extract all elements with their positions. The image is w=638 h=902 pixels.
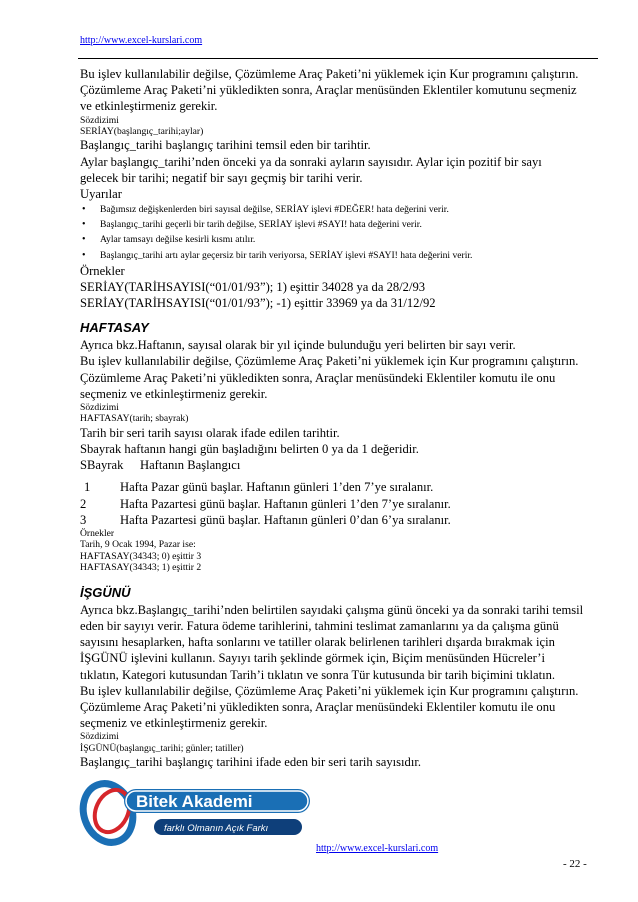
seriay-example-line: SERİAY(TARİHSAYISI(“01/01/93”); 1) eşittir 34028 ya da 28/2/93 [80, 279, 426, 294]
haftasay-examples-label: Örnekler [80, 528, 115, 540]
table-row [80, 496, 600, 512]
table-cell-key: 3 [80, 512, 87, 527]
isgunu-intro-line: tıklatın, Kategori kutusundan Tarih’i tıklatın ve sonra Tür kutusunda bir tarih biçimini tıklatın. [80, 667, 556, 682]
header-link[interactable]: http://www.excel-kurslari.com [80, 35, 203, 46]
isgunu-intro-line: Bu işlev kullanılabilir değilse, Çözümleme Araç Paketi’ni yüklemek için Kur programını çalıştırın. [80, 683, 579, 698]
logo-graphic [78, 775, 328, 853]
haftasay-example-line: HAFTASAY(34343; 0) eşittir 3 [80, 550, 202, 562]
isgunu-section [80, 584, 600, 771]
page-content [80, 66, 600, 770]
seriay-param-line: Aylar başlangıç_tarihi’nden önceki ya da sonraki ayların sayısıdır. Aylar için pozitif bir sayı [80, 154, 542, 169]
seriay-warnings-label: Uyarılar [80, 187, 122, 202]
table-cell-value: Hafta Pazar günü başlar. Haftanın günleri 1’den 7’ye sıralanır. [120, 480, 434, 495]
table-cell-key: 2 [80, 496, 87, 511]
bitek-akademi-logo [78, 775, 328, 853]
seriay-intro-line: ve etkinleştirmeniz gerekir. [80, 99, 218, 114]
table-cell-key: 1 [84, 480, 91, 495]
seriay-param-line: Başlangıç_tarihi başlangıç tarihini temsil eden bir tarihtir. [80, 138, 371, 153]
isgunu-syntax-label: Sözdizimi [80, 731, 119, 743]
table-row [80, 479, 600, 495]
table-row [80, 512, 600, 528]
logo-tagline: farklı Olmanın Açık Farkı [164, 823, 269, 834]
list-item: • Başlangıç_tarihi artı aylar geçersiz bir tarih veriyorsa, SERİAY işlevi #SAYI! hata değerini verir. [80, 248, 600, 263]
isgunu-intro-line: sayısını hesaplarken, hafta sonlarını ve tatiller olarak belirlenen tarihleri dışarda bırakmak için [80, 635, 555, 650]
isgunu-intro-line: Çözümleme Araç Paketi’ni yükledikten sonra, Araçlar menüsündeki Eklentiler komutu ile onu [80, 699, 556, 714]
table-header-cell: Haftanın Başlangıcı [140, 458, 241, 473]
header-divider [78, 58, 598, 59]
list-item: • Bağımsız değişkenlerden biri sayısal değilse, SERİAY işlevi #DEĞER! hata değerini verir. [80, 202, 600, 217]
footer-link[interactable]: http://www.excel-kurslari.com [316, 843, 439, 854]
page-number: - 22 - [563, 858, 587, 870]
haftasay-intro-line: Ayrıca bkz.Haftanın, sayısal olarak bir yıl içinde bulunduğu yeri belirten bir sayı verir. [80, 338, 516, 353]
haftasay-example-line: HAFTASAY(34343; 1) eşittir 2 [80, 562, 202, 574]
haftasay-param-line: Tarih bir seri tarih sayısı olarak ifade edilen tarihtir. [80, 425, 340, 440]
haftasay-section [80, 319, 600, 573]
seriay-param-line: gelecek bir tarihi; negatif bir sayı geçmiş bir tarihi verir. [80, 170, 363, 185]
table-header-cell: SBayrak [80, 458, 124, 473]
haftasay-intro-line: Çözümleme Araç Paketi’ni yükledikten sonra, Araçlar menüsündeki Eklentiler komutu ile onu [80, 370, 556, 385]
table-cell-value: Hafta Pazartesi günü başlar. Haftanın günleri 1’den 7’ye sıralanır. [120, 496, 451, 511]
seriay-syntax-label: Sözdizimi [80, 114, 119, 126]
table-cell-value: Hafta Pazartesi günü başlar. Haftanın günleri 0’dan 6’ya sıralanır. [120, 512, 451, 527]
haftasay-example-line: Tarih, 9 Ocak 1994, Pazar ise: [80, 539, 196, 551]
isgunu-intro-line: Ayrıca bkz.Başlangıç_tarihi’nden belirtilen sayıdaki çalışma günü önceki ya da sonraki tarihi temsil [80, 602, 584, 617]
seriay-section [80, 66, 600, 311]
isgunu-param-line: Başlangıç_tarihi başlangıç tarihini ifade eden bir seri tarih sayısıdır. [80, 755, 421, 770]
seriay-intro-line: Bu işlev kullanılabilir değilse, Çözümleme Araç Paketi’ni yüklemek için Kur programını çalıştırın. [80, 67, 579, 81]
list-item: • Aylar tamsayı değilse kesirli kısmı atılır. [80, 232, 600, 247]
isgunu-syntax: İŞGÜNÜ(başlangıç_tarihi; günler; tatiller) [80, 742, 244, 754]
seriay-example-line: SERİAY(TARİHSAYISI(“01/01/93”); -1) eşittir 33969 ya da 31/12/92 [80, 296, 436, 311]
isgunu-intro-line: seçmeniz ve etkinleştirmeniz gerekir. [80, 716, 268, 731]
seriay-syntax: SERİAY(başlangıç_tarihi;aylar) [80, 126, 204, 138]
haftasay-intro-line: seçmeniz ve etkinleştirmeniz gerekir. [80, 386, 268, 401]
haftasay-param-line: Sbayrak haftanın hangi gün başladığını belirten 0 ya da 1 değeridir. [80, 442, 419, 457]
list-item: • Başlangıç_tarihi geçerli bir tarih değilse, SERİAY işlevi #SAYI! hata değerini verir. [80, 217, 600, 232]
isgunu-intro-line: İŞGÜNÜ işlevini kullanın. Sayıyı tarih şeklinde görmek için, Biçim menüsünden Hücreler’i [80, 651, 545, 666]
seriay-examples-label: Örnekler [80, 263, 125, 278]
isgunu-intro-line: eden bir sayıyı verir. Fatura ödeme tarihlerini, tahmini teslimat zamanlarını ya da çalışma günü [80, 618, 559, 633]
haftasay-intro-line: Bu işlev kullanılabilir değilse, Çözümleme Araç Paketi’ni yüklemek için Kur programını çalıştırın. [80, 354, 579, 369]
isgunu-heading: İŞGÜNÜ [80, 584, 131, 600]
haftasay-heading: HAFTASAY [80, 320, 149, 336]
seriay-warnings-list [80, 202, 600, 262]
haftasay-syntax-label: Sözdizimi [80, 402, 119, 414]
haftasay-syntax: HAFTASAY(tarih; sbayrak) [80, 413, 189, 425]
haftasay-table-header [80, 457, 600, 473]
logo-text: Bitek Akademi [136, 792, 253, 811]
seriay-intro-line: Çözümleme Araç Paketi’ni yükledikten sonra, Araçlar menüsünden Eklentiler komutunu seçmeniz [80, 83, 577, 98]
